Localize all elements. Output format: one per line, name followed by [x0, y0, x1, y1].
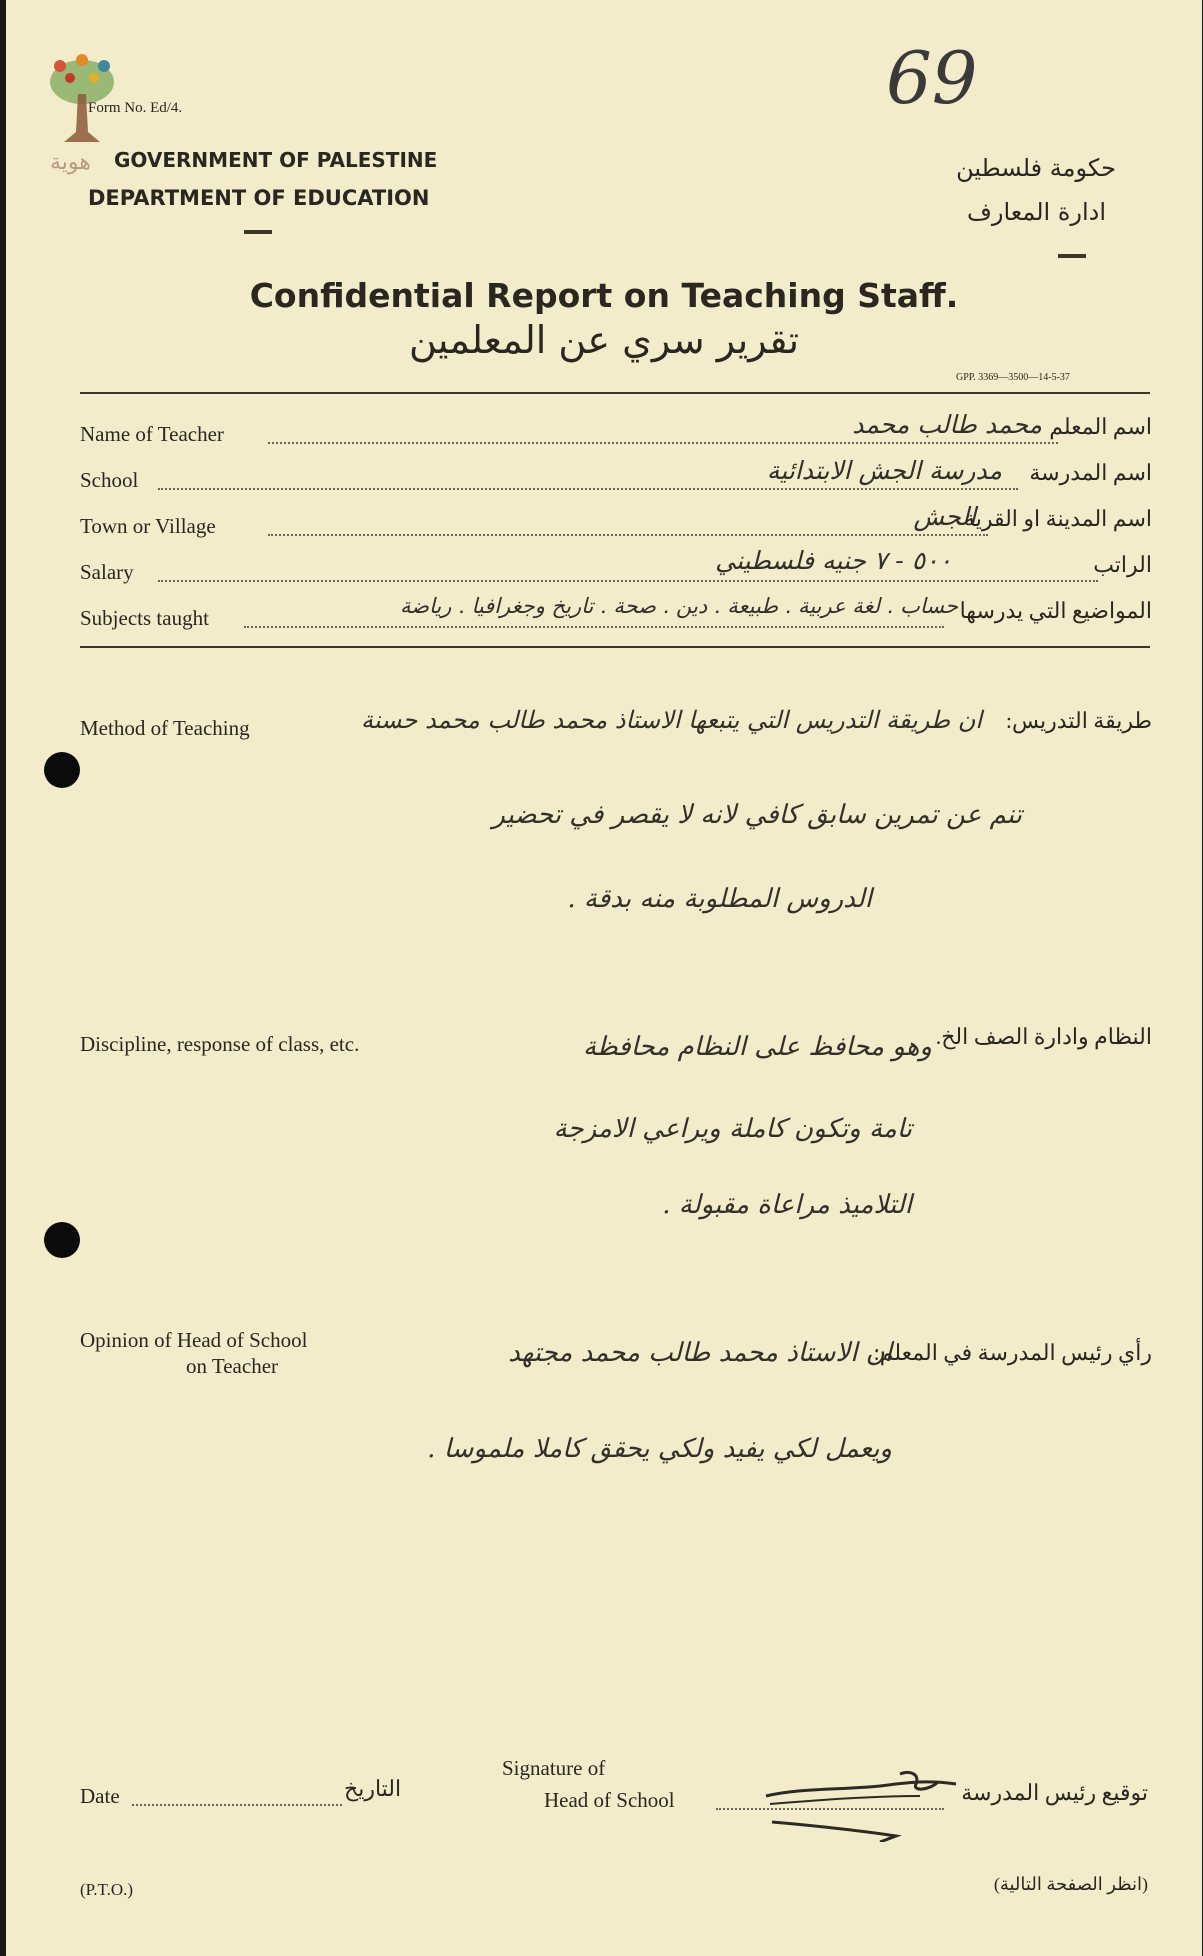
dept-ar: ادارة المعارف	[966, 198, 1106, 226]
discipline-line-3: التلاميذ مراعاة مقبولة .	[662, 1190, 912, 1220]
field-label-ar: اسم المعلم	[1049, 414, 1152, 439]
signature-label-ar: توقيع رئيس المدرسة	[961, 1780, 1148, 1805]
title-en: Confidential Report on Teaching Staff.	[249, 276, 959, 315]
method-label-ar: طريقة التدريس:	[1005, 708, 1152, 733]
print-code: GPP. 3369—3500—14-5-37	[956, 372, 1070, 383]
opinion-line-2: ويعمل لكي يفيد ولكي يحقق كاملا ملموسا .	[427, 1434, 892, 1464]
field-value: الجش	[913, 502, 976, 531]
logo-watermark-text: هوية	[50, 150, 91, 175]
field-value: ٥٠٠ - ٧ جنيه فلسطيني	[715, 546, 952, 575]
top-rule	[80, 392, 1150, 394]
date-dots	[132, 1804, 342, 1806]
method-label-en: Method of Teaching	[80, 716, 250, 740]
dept-en: DEPARTMENT OF EDUCATION	[88, 186, 430, 210]
page-number: 69	[886, 36, 978, 120]
date-label-en: Date	[80, 1784, 120, 1808]
discipline-line-1: وهو محافظ على النظام محافظة	[583, 1032, 932, 1062]
method-line-1: ان طريقة التدريس التي يتبعها الاستاذ محمد طالب محمد حسنة	[360, 706, 982, 734]
punch-hole-bottom	[44, 1222, 80, 1258]
fields-bottom-rule	[80, 646, 1150, 648]
punch-hole-top	[44, 752, 80, 788]
field-label-en: Subjects taught	[80, 606, 209, 630]
date-label-ar: التاريخ	[344, 1776, 402, 1801]
signature-label-en-2: Head of School	[544, 1788, 675, 1812]
opinion-label-en-1: Opinion of Head of School	[80, 1328, 308, 1352]
header-dash-right	[1058, 254, 1086, 258]
discipline-label-en: Discipline, response of class, etc.	[80, 1032, 360, 1056]
field-value: حساب . لغة عربية . طبيعة . دين . صحة . تاريخ وجغرافيا . رياضة	[399, 594, 958, 618]
opinion-label-en-2: on Teacher	[186, 1354, 279, 1378]
opinion-label-ar: رأي رئيس المدرسة في المعلم:	[873, 1340, 1152, 1365]
signature-scribble-icon	[760, 1766, 960, 1842]
form-number: Form No. Ed/4.	[88, 100, 183, 116]
field-dots	[244, 626, 944, 628]
field-value: محمد طالب محمد	[852, 410, 1042, 439]
field-dots	[158, 580, 1098, 582]
field-label-ar: اسم المدينة او القرية	[963, 506, 1152, 531]
field-dots	[268, 442, 1058, 444]
gov-en: GOVERNMENT OF PALESTINE	[114, 148, 438, 172]
field-label-en: Name of Teacher	[80, 422, 224, 446]
header-dash-left	[244, 230, 272, 234]
field-dots	[268, 534, 988, 536]
method-line-3: الدروس المطلوبة منه بدقة .	[567, 884, 872, 914]
field-dots	[158, 488, 1018, 490]
signature-label-en-1: Signature of	[502, 1756, 606, 1780]
method-line-2: تنم عن تمرين سابق كافي لانه لا يقصر في تحضير	[492, 800, 1022, 830]
field-label-en: Salary	[80, 560, 134, 584]
field-label-ar: المواضيع التي يدرسها	[959, 598, 1152, 623]
field-label-en: Town or Village	[80, 514, 216, 538]
field-label-ar: اسم المدرسة	[1029, 460, 1152, 485]
document-page	[6, 0, 1202, 1956]
field-value: مدرسة الجش الابتدائية	[766, 456, 1002, 485]
discipline-line-2: تامة وتكون كاملة ويراعي الامزجة	[553, 1114, 912, 1144]
field-label-ar: الراتب	[1093, 552, 1152, 577]
title-ar: تقرير سري عن المعلمين	[408, 318, 800, 362]
opinion-line-1: ان الاستاذ محمد طالب محمد مجتهد	[508, 1338, 892, 1368]
pto-en: (P.T.O.)	[80, 1880, 134, 1899]
discipline-label-ar: النظام وادارة الصف الخ.	[935, 1024, 1152, 1049]
gov-ar: حكومة فلسطين	[956, 154, 1116, 182]
pto-ar: (انظر الصفحة التالية)	[993, 1874, 1148, 1894]
field-label-en: School	[80, 468, 139, 492]
